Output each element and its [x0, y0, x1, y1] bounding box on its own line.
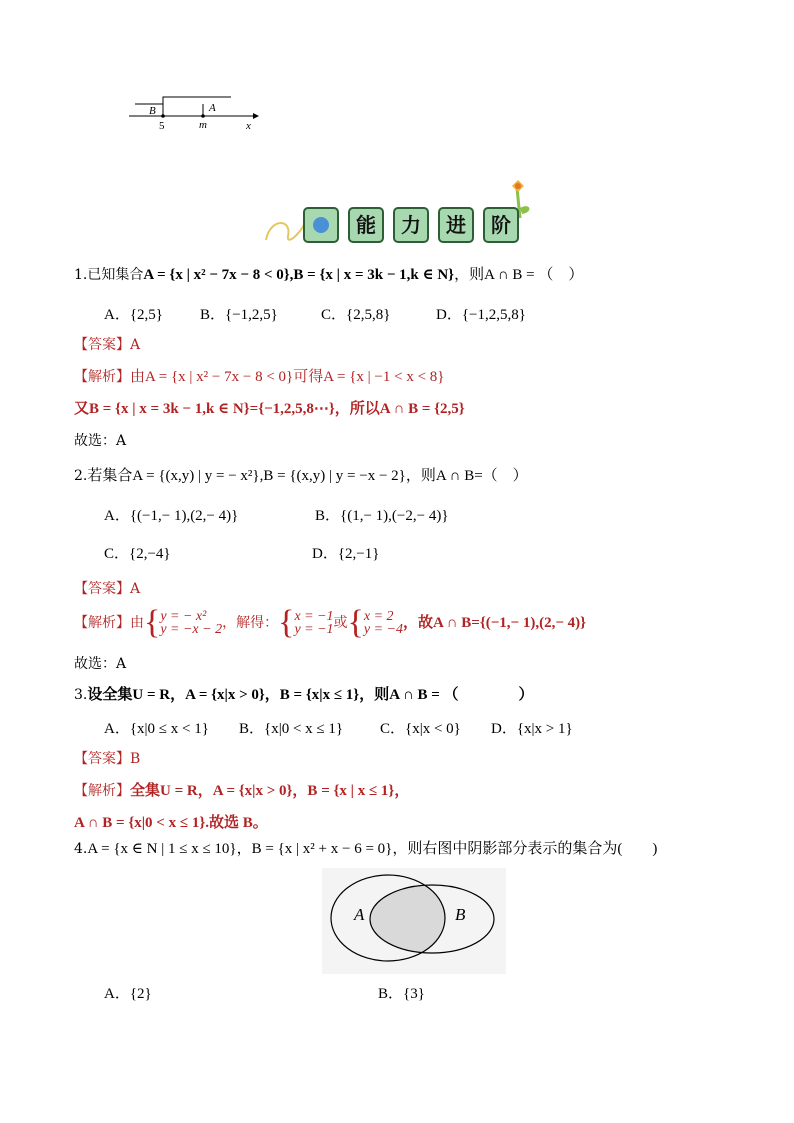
q2-a-solve: ，解得：: [222, 615, 279, 631]
q1-answer-value: A: [130, 337, 141, 353]
q2-sys2-line2: y = −1: [294, 622, 334, 637]
number-line-figure: [125, 92, 265, 134]
answer-tag: 【答案】: [74, 337, 130, 353]
banner-char-3: 进: [438, 207, 474, 243]
q2-answer-value: A: [130, 581, 141, 597]
globe-icon: [313, 217, 329, 233]
q2-conclusion: 故选：A: [74, 656, 127, 672]
q2-system-3: [364, 610, 403, 636]
q1-stem-text: 已知集合: [87, 267, 144, 283]
q2-system-1: [160, 610, 222, 636]
q2-a-result: ，故A ∩ B={(−1,− 1),(2,− 4)}: [402, 615, 587, 631]
q3-answer: [74, 750, 140, 768]
q2-option-c-text: C．{2,−4}: [104, 546, 171, 562]
q2-stem: [74, 467, 528, 485]
analysis-tag: 【解析】: [74, 783, 130, 799]
tick-5: 5: [159, 120, 165, 132]
label-b: B: [149, 105, 156, 117]
q2-brace-3: {: [347, 604, 364, 641]
q2-option-a[interactable]: A．{(−1,− 1),(2,− 4)}: [104, 508, 239, 524]
q2-sys3-line1: x = 2: [363, 609, 394, 624]
q2-option-b[interactable]: B．{(1,− 1),(−2,− 4)}: [315, 508, 449, 524]
q3-option-c[interactable]: C．{x|x < 0}: [380, 721, 461, 737]
q2-stem-text: 若集合A = {(x,y) | y = − x²},B = {(x,y) | y = −x − 2}，则A ∩ B=（ ）: [87, 468, 528, 484]
q2-option-d[interactable]: [312, 545, 379, 563]
q2-brace-1: {: [144, 604, 161, 641]
q1-analysis-1-text: 由A = {x | x² − 7x − 8 < 0}可得A = {x | −1 < x < 8}: [130, 369, 445, 385]
banner-icon-box: [303, 207, 339, 243]
q1-stem: [74, 266, 583, 284]
q3-num: 3.: [74, 687, 88, 703]
venn-label-b: B: [455, 905, 466, 924]
q1-option-c[interactable]: C．{2,5,8}: [321, 307, 391, 323]
q3-option-d[interactable]: D．{x|x > 1}: [491, 721, 573, 737]
banner-char-1: 能: [348, 207, 384, 243]
q3-option-a[interactable]: A．{x|0 ≤ x < 1}: [104, 721, 209, 737]
venn-label-a: A: [354, 905, 365, 924]
q1-tail: ，则A ∩ B = （ ）: [454, 267, 584, 283]
q1-sets: A = {x | x² − 7x − 8 < 0},B = {x | x = 3k − 1,k ∈ N}: [143, 267, 455, 283]
q4-stem-text: A = {x ∈ N | 1 ≤ x ≤ 10}，B = {x | x² + x − 6 = 0}，则右图中阴影部分表示的集合为( ): [87, 841, 658, 857]
q1-analysis-1: [74, 368, 445, 386]
q2-sys1-line2: y = −x − 2: [160, 622, 223, 637]
analysis-tag: 【解析】: [74, 369, 130, 385]
q3-option-b[interactable]: B．{x|0 < x ≤ 1}: [239, 721, 344, 737]
q1-option-a[interactable]: A．{2,5}: [104, 307, 163, 323]
tick-m: m: [199, 119, 207, 131]
q1-option-d[interactable]: D．{−1,2,5,8}: [436, 307, 526, 323]
q1-conclusion: 故选：A: [74, 433, 127, 449]
q3-stem-text: 设全集U = R，A = {x|x > 0}，B = {x|x ≤ 1}，则A ∩ B = （ ）: [87, 687, 534, 703]
q2-sys2-line1: x = −1: [294, 609, 334, 624]
q3-answer-value: B: [130, 751, 141, 767]
q2-analysis: [74, 606, 586, 646]
q2-option-c[interactable]: [104, 545, 171, 563]
q2-option-d-text: D．{2,−1}: [312, 546, 380, 562]
banner-char-2: 力: [393, 207, 429, 243]
analysis-tag: 【解析】: [74, 615, 130, 631]
q2-sys1-line1: y = − x²: [160, 609, 207, 624]
q3-stem: [74, 686, 534, 704]
q2-a-or: 或: [333, 615, 348, 631]
q4-option-a[interactable]: A．{2}: [104, 986, 152, 1002]
answer-tag: 【答案】: [74, 751, 130, 767]
q3-analysis-2: A ∩ B = {x|0 < x ≤ 1}.故选 B。: [74, 815, 268, 831]
q2-system-2: [294, 610, 333, 636]
q2-sys3-line2: y = −4: [363, 622, 403, 637]
banner-char-4: 阶: [483, 207, 519, 243]
answer-tag: 【答案】: [74, 581, 130, 597]
q1-option-b[interactable]: B．{−1,2,5}: [200, 307, 278, 323]
axis-x: x: [246, 120, 251, 132]
q1-answer: [74, 336, 140, 354]
q4-stem: [74, 840, 657, 858]
venn-diagram: [322, 868, 506, 974]
q2-num: 2.: [74, 468, 88, 484]
q3-analysis-1: [74, 782, 409, 800]
q4-num: 4.: [74, 841, 88, 857]
q2-brace-2: {: [278, 604, 295, 641]
label-a: A: [209, 102, 216, 114]
q3-analysis-1-text: 全集U = R，A = {x|x > 0}，B = {x | x ≤ 1}，: [130, 783, 410, 799]
q4-option-b[interactable]: B．{3}: [378, 986, 425, 1002]
q2-a-you: 由: [130, 615, 144, 631]
q1-analysis-2: 又B = {x | x = 3k − 1,k ∈ N}={−1,2,5,8⋯}，所以A ∩ B = {2,5}: [74, 401, 465, 417]
q2-answer: [74, 580, 140, 598]
q1-num: 1.: [74, 267, 88, 283]
